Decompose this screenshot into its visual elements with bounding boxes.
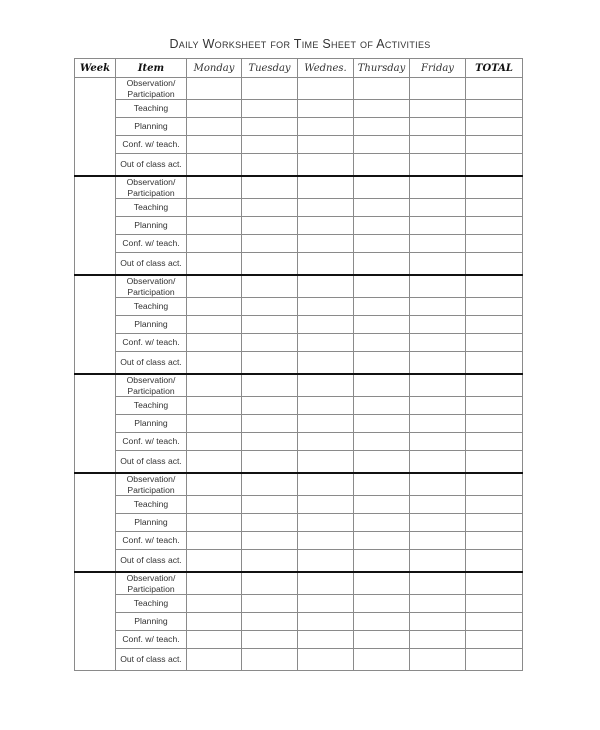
day-cell[interactable] — [187, 649, 242, 671]
day-cell[interactable] — [242, 572, 298, 595]
total-cell[interactable] — [466, 154, 523, 177]
day-cell[interactable] — [354, 176, 410, 199]
total-cell[interactable] — [466, 298, 523, 316]
day-cell[interactable] — [410, 316, 466, 334]
day-cell[interactable] — [298, 613, 354, 631]
day-cell[interactable] — [187, 298, 242, 316]
table-row — [75, 374, 523, 397]
item-label: Observation/ Participation — [116, 176, 187, 199]
day-cell[interactable] — [187, 316, 242, 334]
day-cell[interactable] — [410, 572, 466, 595]
day-cell[interactable] — [242, 154, 298, 177]
week-cell[interactable] — [75, 176, 116, 275]
table-row — [75, 100, 523, 118]
table-row — [75, 649, 523, 671]
day-cell[interactable] — [298, 397, 354, 415]
total-cell[interactable] — [466, 572, 523, 595]
day-cell[interactable] — [410, 595, 466, 613]
day-cell[interactable] — [242, 397, 298, 415]
item-label: Conf. w/ teach. — [116, 235, 187, 253]
item-label: Observation/ Participation — [116, 374, 187, 397]
day-cell[interactable] — [298, 136, 354, 154]
total-cell[interactable] — [466, 613, 523, 631]
day-cell[interactable] — [242, 316, 298, 334]
total-cell[interactable] — [466, 275, 523, 298]
day-cell[interactable] — [242, 100, 298, 118]
item-label: Observation/ Participation — [116, 473, 187, 496]
day-cell[interactable] — [354, 473, 410, 496]
table-body — [75, 78, 523, 671]
day-cell[interactable] — [187, 100, 242, 118]
day-cell[interactable] — [298, 100, 354, 118]
day-cell[interactable] — [410, 298, 466, 316]
total-cell[interactable] — [466, 631, 523, 649]
item-label: Planning — [116, 118, 187, 136]
total-cell[interactable] — [466, 397, 523, 415]
item-label: Teaching — [116, 595, 187, 613]
day-cell[interactable] — [298, 473, 354, 496]
day-cell[interactable] — [354, 631, 410, 649]
item-label: Conf. w/ teach. — [116, 334, 187, 352]
day-cell[interactable] — [298, 154, 354, 177]
day-cell[interactable] — [187, 154, 242, 177]
day-cell[interactable] — [242, 334, 298, 352]
total-cell[interactable] — [466, 451, 523, 474]
day-cell[interactable] — [410, 217, 466, 235]
day-cell[interactable] — [187, 433, 242, 451]
day-cell[interactable] — [354, 275, 410, 298]
item-label: Teaching — [116, 100, 187, 118]
total-cell[interactable] — [466, 235, 523, 253]
day-cell[interactable] — [242, 613, 298, 631]
day-cell[interactable] — [242, 199, 298, 217]
day-cell[interactable] — [298, 78, 354, 100]
total-cell[interactable] — [466, 334, 523, 352]
table-row — [75, 334, 523, 352]
day-cell[interactable] — [410, 473, 466, 496]
header-row — [75, 59, 523, 78]
day-cell[interactable] — [410, 199, 466, 217]
total-cell[interactable] — [466, 316, 523, 334]
day-cell[interactable] — [298, 514, 354, 532]
table-row — [75, 235, 523, 253]
day-cell[interactable] — [242, 253, 298, 276]
day-cell[interactable] — [187, 572, 242, 595]
day-cell[interactable] — [298, 631, 354, 649]
day-cell[interactable] — [354, 451, 410, 474]
day-cell[interactable] — [187, 217, 242, 235]
header-total: TOTAL — [466, 59, 523, 78]
table-row — [75, 595, 523, 613]
day-cell[interactable] — [410, 374, 466, 397]
day-cell[interactable] — [354, 352, 410, 375]
day-cell[interactable] — [187, 78, 242, 100]
day-cell[interactable] — [298, 275, 354, 298]
day-cell[interactable] — [354, 136, 410, 154]
page-title: Daily Worksheet for Time Sheet of Activities — [169, 37, 431, 51]
day-cell[interactable] — [410, 631, 466, 649]
table-row — [75, 352, 523, 375]
week-cell[interactable] — [75, 374, 116, 473]
day-cell[interactable] — [242, 649, 298, 671]
day-cell[interactable] — [242, 473, 298, 496]
total-cell[interactable] — [466, 199, 523, 217]
day-cell[interactable] — [410, 118, 466, 136]
table-row — [75, 298, 523, 316]
day-cell[interactable] — [298, 374, 354, 397]
day-cell[interactable] — [187, 374, 242, 397]
day-cell[interactable] — [410, 334, 466, 352]
day-cell[interactable] — [187, 532, 242, 550]
header-item: Item — [116, 59, 187, 78]
total-cell[interactable] — [466, 374, 523, 397]
total-cell[interactable] — [466, 473, 523, 496]
day-cell[interactable] — [354, 154, 410, 177]
day-cell[interactable] — [410, 176, 466, 199]
day-cell[interactable] — [298, 235, 354, 253]
day-cell[interactable] — [298, 451, 354, 474]
day-cell[interactable] — [410, 514, 466, 532]
day-cell[interactable] — [187, 595, 242, 613]
item-label: Observation/ Participation — [116, 572, 187, 595]
day-cell[interactable] — [298, 316, 354, 334]
day-cell[interactable] — [298, 649, 354, 671]
day-cell[interactable] — [298, 118, 354, 136]
item-label: Planning — [116, 514, 187, 532]
total-cell[interactable] — [466, 78, 523, 100]
day-cell[interactable] — [187, 613, 242, 631]
total-cell[interactable] — [466, 532, 523, 550]
day-cell[interactable] — [242, 374, 298, 397]
day-cell[interactable] — [242, 451, 298, 474]
day-cell[interactable] — [354, 235, 410, 253]
day-cell[interactable] — [354, 572, 410, 595]
day-cell[interactable] — [187, 397, 242, 415]
day-cell[interactable] — [410, 433, 466, 451]
day-cell[interactable] — [187, 550, 242, 573]
table-row — [75, 433, 523, 451]
item-label: Teaching — [116, 298, 187, 316]
day-cell[interactable] — [354, 334, 410, 352]
day-cell[interactable] — [187, 176, 242, 199]
day-cell[interactable] — [298, 352, 354, 375]
item-label: Teaching — [116, 199, 187, 217]
day-cell[interactable] — [354, 595, 410, 613]
day-cell[interactable] — [354, 550, 410, 573]
total-cell[interactable] — [466, 176, 523, 199]
day-cell[interactable] — [354, 199, 410, 217]
day-cell[interactable] — [242, 631, 298, 649]
item-label: Out of class act. — [116, 154, 187, 177]
header-wednesday: Wednes. — [298, 59, 354, 78]
day-cell[interactable] — [410, 136, 466, 154]
day-cell[interactable] — [298, 532, 354, 550]
total-cell[interactable] — [466, 415, 523, 433]
day-cell[interactable] — [242, 298, 298, 316]
table-row — [75, 316, 523, 334]
item-label: Out of class act. — [116, 451, 187, 474]
header-friday: Friday — [410, 59, 466, 78]
day-cell[interactable] — [242, 433, 298, 451]
day-cell[interactable] — [298, 176, 354, 199]
day-cell[interactable] — [187, 253, 242, 276]
table-row — [75, 514, 523, 532]
day-cell[interactable] — [354, 496, 410, 514]
day-cell[interactable] — [354, 298, 410, 316]
day-cell[interactable] — [354, 532, 410, 550]
day-cell[interactable] — [187, 235, 242, 253]
day-cell[interactable] — [410, 78, 466, 100]
day-cell[interactable] — [410, 397, 466, 415]
day-cell[interactable] — [410, 649, 466, 671]
total-cell[interactable] — [466, 595, 523, 613]
table-row — [75, 154, 523, 177]
item-label: Planning — [116, 415, 187, 433]
item-label: Conf. w/ teach. — [116, 532, 187, 550]
day-cell[interactable] — [242, 235, 298, 253]
table-row — [75, 473, 523, 496]
item-label: Conf. w/ teach. — [116, 631, 187, 649]
day-cell[interactable] — [354, 415, 410, 433]
table-row — [75, 275, 523, 298]
total-cell[interactable] — [466, 253, 523, 276]
item-label: Planning — [116, 316, 187, 334]
day-cell[interactable] — [242, 514, 298, 532]
day-cell[interactable] — [410, 275, 466, 298]
total-cell[interactable] — [466, 550, 523, 573]
day-cell[interactable] — [354, 514, 410, 532]
day-cell[interactable] — [354, 374, 410, 397]
day-cell[interactable] — [298, 334, 354, 352]
header-week: Week — [75, 59, 116, 78]
day-cell[interactable] — [187, 514, 242, 532]
total-cell[interactable] — [466, 100, 523, 118]
day-cell[interactable] — [410, 415, 466, 433]
day-cell[interactable] — [242, 496, 298, 514]
day-cell[interactable] — [354, 316, 410, 334]
day-cell[interactable] — [410, 100, 466, 118]
table-row — [75, 451, 523, 474]
day-cell[interactable] — [242, 176, 298, 199]
week-cell[interactable] — [75, 473, 116, 572]
day-cell[interactable] — [187, 473, 242, 496]
day-cell[interactable] — [354, 397, 410, 415]
day-cell[interactable] — [242, 118, 298, 136]
day-cell[interactable] — [410, 352, 466, 375]
header-thursday: Thursday — [354, 59, 410, 78]
total-cell[interactable] — [466, 649, 523, 671]
day-cell[interactable] — [410, 253, 466, 276]
day-cell[interactable] — [354, 253, 410, 276]
item-label: Observation/ Participation — [116, 78, 187, 100]
total-cell[interactable] — [466, 217, 523, 235]
table-row — [75, 532, 523, 550]
day-cell[interactable] — [354, 78, 410, 100]
time-sheet-table — [74, 58, 523, 671]
total-cell[interactable] — [466, 496, 523, 514]
day-cell[interactable] — [298, 595, 354, 613]
day-cell[interactable] — [242, 415, 298, 433]
day-cell[interactable] — [410, 532, 466, 550]
day-cell[interactable] — [410, 550, 466, 573]
day-cell[interactable] — [410, 154, 466, 177]
day-cell[interactable] — [187, 275, 242, 298]
total-cell[interactable] — [466, 433, 523, 451]
table-row — [75, 631, 523, 649]
table-row — [75, 415, 523, 433]
day-cell[interactable] — [187, 136, 242, 154]
day-cell[interactable] — [354, 433, 410, 451]
week-cell[interactable] — [75, 572, 116, 671]
day-cell[interactable] — [298, 298, 354, 316]
day-cell[interactable] — [410, 613, 466, 631]
header-tuesday: Tuesday — [242, 59, 298, 78]
day-cell[interactable] — [242, 532, 298, 550]
day-cell[interactable] — [187, 334, 242, 352]
day-cell[interactable] — [242, 595, 298, 613]
day-cell[interactable] — [354, 118, 410, 136]
table-row — [75, 136, 523, 154]
table-row — [75, 176, 523, 199]
day-cell[interactable] — [242, 275, 298, 298]
day-cell[interactable] — [298, 550, 354, 573]
item-label: Teaching — [116, 397, 187, 415]
item-label: Out of class act. — [116, 253, 187, 276]
table-row — [75, 253, 523, 276]
day-cell[interactable] — [187, 415, 242, 433]
day-cell[interactable] — [298, 253, 354, 276]
item-label: Planning — [116, 613, 187, 631]
day-cell[interactable] — [298, 217, 354, 235]
week-cell[interactable] — [75, 275, 116, 374]
item-label: Conf. w/ teach. — [116, 136, 187, 154]
total-cell[interactable] — [466, 118, 523, 136]
day-cell[interactable] — [187, 451, 242, 474]
day-cell[interactable] — [354, 613, 410, 631]
table-row — [75, 550, 523, 573]
item-label: Out of class act. — [116, 649, 187, 671]
item-label: Planning — [116, 217, 187, 235]
day-cell[interactable] — [298, 433, 354, 451]
day-cell[interactable] — [298, 496, 354, 514]
day-cell[interactable] — [298, 199, 354, 217]
day-cell[interactable] — [187, 352, 242, 375]
item-label: Conf. w/ teach. — [116, 433, 187, 451]
day-cell[interactable] — [242, 136, 298, 154]
day-cell[interactable] — [187, 199, 242, 217]
table-row — [75, 199, 523, 217]
table-row — [75, 496, 523, 514]
day-cell[interactable] — [242, 78, 298, 100]
table-row — [75, 613, 523, 631]
table-row — [75, 118, 523, 136]
item-label: Teaching — [116, 496, 187, 514]
table-row — [75, 397, 523, 415]
day-cell[interactable] — [410, 235, 466, 253]
total-cell[interactable] — [466, 136, 523, 154]
item-label: Observation/ Participation — [116, 275, 187, 298]
day-cell[interactable] — [242, 352, 298, 375]
item-label: Out of class act. — [116, 352, 187, 375]
day-cell[interactable] — [410, 496, 466, 514]
day-cell[interactable] — [187, 118, 242, 136]
day-cell[interactable] — [298, 572, 354, 595]
header-monday: Monday — [187, 59, 242, 78]
table-row — [75, 217, 523, 235]
item-label: Out of class act. — [116, 550, 187, 573]
day-cell[interactable] — [187, 496, 242, 514]
week-cell[interactable] — [75, 78, 116, 177]
day-cell[interactable] — [242, 550, 298, 573]
day-cell[interactable] — [354, 217, 410, 235]
day-cell[interactable] — [410, 451, 466, 474]
total-cell[interactable] — [466, 352, 523, 375]
day-cell[interactable] — [242, 217, 298, 235]
day-cell[interactable] — [187, 631, 242, 649]
day-cell[interactable] — [298, 415, 354, 433]
table-row — [75, 572, 523, 595]
day-cell[interactable] — [354, 649, 410, 671]
total-cell[interactable] — [466, 514, 523, 532]
day-cell[interactable] — [354, 100, 410, 118]
table-row — [75, 78, 523, 100]
